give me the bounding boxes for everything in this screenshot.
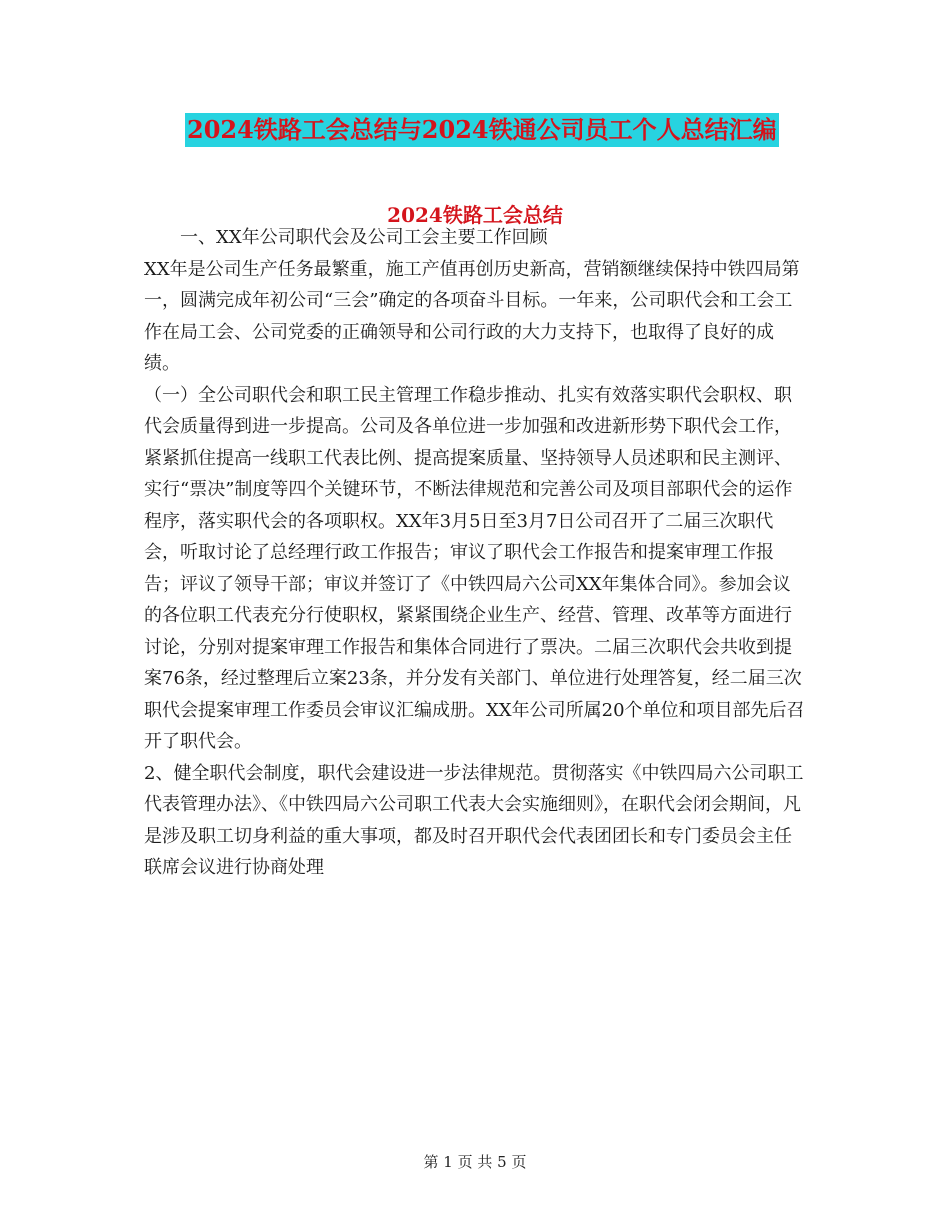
section-title: 2024铁路工会总结 [387,203,563,227]
document-body [144,222,806,884]
page-footer: 第 1 页 共 5 页 [423,1153,527,1171]
document-title: 2024铁路工会总结与2024铁通公司员工个人总结汇编 [185,113,779,147]
paragraph-heading: 一、XX年公司职代会及公司工会主要工作回顾 [180,227,548,248]
paragraph: （一）全公司职代会和职工民主管理工作稳步推动、扎实有效落实职代会职权、职代会质量得到进一步提高。公司及各单位进一步加强和改进新形势下职代会工作，紧紧抓住提高一线职工代表比例、提高提案质量、坚持领导人员述职和民主测评、实行“票决”制度等四个关键环节，不断法律规范和完善公司及项目部职代会的运作程序，落实职代会的各项职权。XX年3月5日至3月7日公司召开了二届三次职代会，听取讨论了总经理行政工作报告；审议了职代会工作报告和提案审理工作报告；评议了领导干部；审议并签订了《中铁四局六公司XX年集体合同》。参加会议的各位职工代表充分行使职权，紧紧围绕企业生产、经营、管理、改革等方面进行讨论，分别对提案审理工作报告和集体合同进行了票决。二届三次职代会共收到提案76条，经过整理后立案23条，并分发有关部门、单位进行处理答复，经二届三次职代会提案审理工作委员会审议汇编成册。XX年公司所属20个单位和项目部先后召开了职代会。 [144,384,805,752]
paragraph: XX年是公司生产任务最繁重，施工产值再创历史新高，营销额继续保持中铁四局第一，圆满完成年初公司“三会”确定的各项奋斗目标。一年来，公司职代会和工会工作在局工会、公司党委的正确领导和公司行政的大力支持下，也取得了良好的成绩。 [144,258,800,374]
paragraph: 2、健全职代会制度，职代会建设进一步法律规范。贯彻落实《中铁四局六公司职工代表管理办法》、《中铁四局六公司职工代表大会实施细则》，在职代会闭会期间，凡是涉及职工切身利益的重大事项，都及时召开职代会代表团团长和专门委员会主任联席会议进行协商处理 [144,762,804,878]
